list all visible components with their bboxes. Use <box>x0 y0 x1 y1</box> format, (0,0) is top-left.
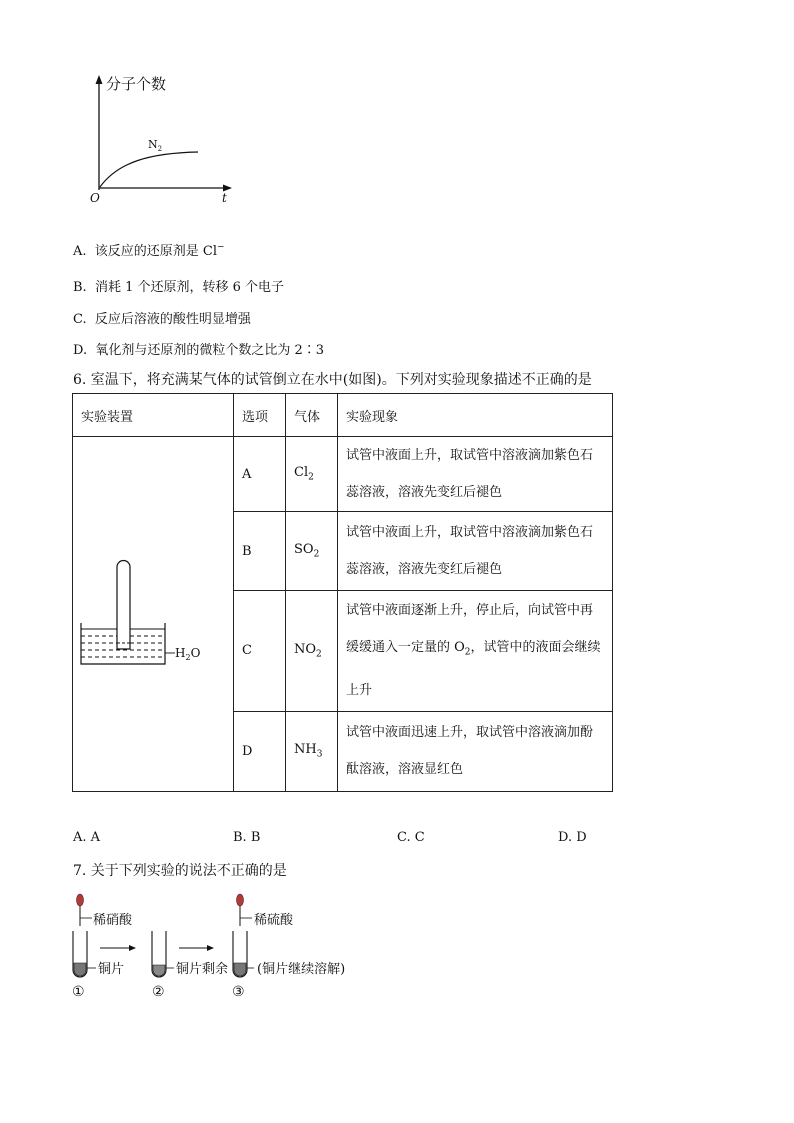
test-tube <box>117 561 130 650</box>
question-6-stem: 6. 室温下，将充满某气体的试管倒立在水中(如图)。下列对实验现象描述不正确的是 <box>73 372 592 388</box>
answer-b: B. B <box>233 830 261 845</box>
option-c-letter: C. <box>73 312 87 327</box>
header-phenomenon: 实验现象 <box>338 394 613 437</box>
row-b-option: B <box>234 512 286 590</box>
table-header-row <box>73 394 613 437</box>
option-a-text: 该反应的还原剂是 Cl <box>94 244 218 259</box>
y-axis-label: 分子个数 <box>106 75 167 93</box>
arrow-head <box>129 945 136 951</box>
option-d-letter: D. <box>73 343 88 358</box>
dropper-bulb <box>77 894 84 906</box>
copper-remaining-label: 铜片剩余 <box>176 962 229 977</box>
option-a-sup: − <box>217 242 225 253</box>
answer-d: D. D <box>558 830 587 845</box>
apparatus-cell <box>73 437 234 792</box>
option-c-text: 反应后溶液的酸性明显增强 <box>94 312 251 327</box>
question-7-stem: 7. 关于下列实验的说法不正确的是 <box>73 863 287 879</box>
option-d-text: 氧化剂与还原剂的微粒个数之比为 2∶3 <box>95 343 325 358</box>
table-row <box>73 437 613 512</box>
row-c-option: C <box>234 590 286 711</box>
row-b-gas: $SO_2$ <box>286 512 338 590</box>
option-a <box>73 240 225 259</box>
option-d <box>73 339 324 358</box>
row-d-phenomenon: 试管中液面迅速上升，取试管中溶液滴加酚酞溶液，溶液显红色 <box>338 711 613 791</box>
molecule-count-graph <box>80 70 250 210</box>
y-axis-arrow <box>96 75 103 84</box>
answer-c: C. C <box>397 830 425 845</box>
copper-dissolves-label: (铜片继续溶解) <box>257 962 346 977</box>
x-axis-label: t <box>222 191 227 205</box>
option-b-letter: B. <box>73 280 87 295</box>
copper-reaction-diagram <box>66 888 376 1003</box>
experiment-table <box>72 393 613 792</box>
copper-pieces <box>234 963 246 976</box>
option-c <box>73 308 251 327</box>
row-a-phenomenon: 试管中液面上升，取试管中溶液滴加紫色石蕊溶液，溶液先变红后褪色 <box>338 437 613 512</box>
option-b <box>73 276 284 295</box>
row-a-gas: $Cl_2$ <box>286 437 338 512</box>
water-label: $H_2O$ <box>175 646 201 662</box>
step-1-label: ① <box>72 984 85 1000</box>
step-3-label: ③ <box>232 984 245 1000</box>
arrow-head <box>207 945 214 951</box>
row-b-phenomenon: 试管中液面上升，取试管中溶液滴加紫色石蕊溶液，溶液先变红后褪色 <box>338 512 613 590</box>
header-gas: 气体 <box>286 394 338 437</box>
option-a-letter: A. <box>73 244 87 259</box>
dilute-nitric-acid-label: 稀硝酸 <box>93 913 133 928</box>
n2-curve <box>100 152 198 187</box>
row-d-gas: $NH_3$ <box>286 711 338 791</box>
dilute-sulfuric-acid-label: 稀硫酸 <box>254 913 294 928</box>
copper-pieces <box>153 965 165 976</box>
row-c-phenomenon: 试管中液面逐渐上升，停止后，向试管中再缓缓通入一定量的 $O_2$，试管中的液面会继续上升 <box>338 590 613 711</box>
row-a-option: A <box>234 437 286 512</box>
option-b-text: 消耗 1 个还原剂，转移 6 个电子 <box>94 280 285 295</box>
inverted-test-tube-diagram <box>73 437 232 787</box>
header-apparatus: 实验装置 <box>73 394 234 437</box>
row-d-option: D <box>234 711 286 791</box>
curve-label: $N_2$ <box>148 138 163 153</box>
row-c-gas: $NO_2$ <box>286 590 338 711</box>
origin-label: O <box>90 191 100 205</box>
copper-pieces <box>74 963 86 976</box>
answer-a: A. A <box>73 830 101 845</box>
dropper-bulb <box>237 894 244 906</box>
copper-label: 铜片 <box>98 962 125 977</box>
step-2-label: ② <box>152 984 165 1000</box>
header-option: 选项 <box>234 394 286 437</box>
